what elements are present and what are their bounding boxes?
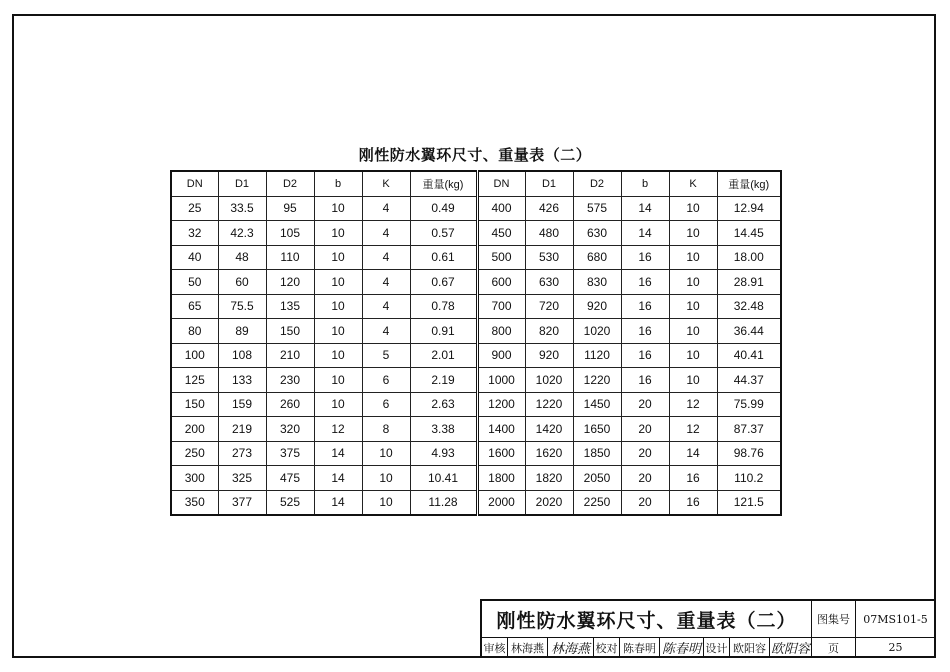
table-row bbox=[171, 392, 781, 417]
col-header: b bbox=[314, 171, 362, 196]
table-cell: 1200 bbox=[477, 392, 525, 417]
design-label: 设计 bbox=[704, 638, 730, 658]
table-cell: 10 bbox=[314, 245, 362, 270]
table-cell: 1120 bbox=[573, 343, 621, 368]
table-cell: 10 bbox=[669, 319, 717, 344]
table-cell: 10 bbox=[669, 196, 717, 221]
table-cell: 12 bbox=[314, 417, 362, 442]
table-cell: 3.38 bbox=[410, 417, 477, 442]
table-cell: 350 bbox=[171, 490, 218, 515]
table-cell: 4.93 bbox=[410, 441, 477, 466]
table-cell: 4 bbox=[362, 319, 410, 344]
table-cell: 12 bbox=[669, 417, 717, 442]
table-cell: 0.61 bbox=[410, 245, 477, 270]
table-row bbox=[171, 294, 781, 319]
table-cell: 100 bbox=[171, 343, 218, 368]
table-cell: 32.48 bbox=[717, 294, 781, 319]
table-cell: 150 bbox=[266, 319, 314, 344]
table-cell: 920 bbox=[525, 343, 573, 368]
table-cell: 44.37 bbox=[717, 368, 781, 393]
table-cell: 5 bbox=[362, 343, 410, 368]
table-cell: 1850 bbox=[573, 441, 621, 466]
check-label: 校对 bbox=[594, 638, 620, 658]
table-cell: 14 bbox=[669, 441, 717, 466]
table-cell: 426 bbox=[525, 196, 573, 221]
table-cell: 120 bbox=[266, 270, 314, 295]
table-cell: 10 bbox=[314, 294, 362, 319]
table-row bbox=[171, 417, 781, 442]
table-cell: 18.00 bbox=[717, 245, 781, 270]
table-cell: 20 bbox=[621, 392, 669, 417]
table-cell: 0.49 bbox=[410, 196, 477, 221]
table-cell: 10 bbox=[669, 368, 717, 393]
table-cell: 28.91 bbox=[717, 270, 781, 295]
table-cell: 12 bbox=[669, 392, 717, 417]
designer-signature: 欧阳容 bbox=[770, 638, 812, 658]
table-cell: 920 bbox=[573, 294, 621, 319]
table-cell: 25 bbox=[171, 196, 218, 221]
designer-name: 欧阳容 bbox=[730, 638, 770, 658]
table-cell: 121.5 bbox=[717, 490, 781, 515]
table-cell: 50 bbox=[171, 270, 218, 295]
title-block bbox=[480, 599, 936, 658]
col-header: D2 bbox=[573, 171, 621, 196]
dimension-weight-table bbox=[170, 170, 782, 516]
table-cell: 250 bbox=[171, 441, 218, 466]
table-cell: 125 bbox=[171, 368, 218, 393]
table-cell: 1020 bbox=[573, 319, 621, 344]
table-cell: 159 bbox=[218, 392, 266, 417]
atlas-number: 07MS101-5 bbox=[856, 601, 936, 638]
col-header: 重量(kg) bbox=[717, 171, 781, 196]
table-cell: 4 bbox=[362, 270, 410, 295]
table-cell: 0.57 bbox=[410, 221, 477, 246]
table-row bbox=[171, 441, 781, 466]
reviewer-signature: 林海燕 bbox=[548, 638, 594, 658]
table-cell: 1220 bbox=[573, 368, 621, 393]
table-cell: 400 bbox=[477, 196, 525, 221]
table-row bbox=[171, 490, 781, 515]
table-cell: 1400 bbox=[477, 417, 525, 442]
table-row bbox=[171, 343, 781, 368]
table-row bbox=[171, 368, 781, 393]
checker-signature: 陈春明 bbox=[660, 638, 704, 658]
table-cell: 10 bbox=[669, 294, 717, 319]
table-cell: 2.01 bbox=[410, 343, 477, 368]
table-cell: 1620 bbox=[525, 441, 573, 466]
table-cell: 6 bbox=[362, 392, 410, 417]
table-cell: 4 bbox=[362, 196, 410, 221]
table-cell: 525 bbox=[266, 490, 314, 515]
table-cell: 630 bbox=[573, 221, 621, 246]
col-header: DN bbox=[477, 171, 525, 196]
table-cell: 16 bbox=[621, 270, 669, 295]
table-cell: 1420 bbox=[525, 417, 573, 442]
table-cell: 2.19 bbox=[410, 368, 477, 393]
table-row bbox=[171, 319, 781, 344]
table-cell: 10 bbox=[362, 441, 410, 466]
table-cell: 14 bbox=[621, 221, 669, 246]
table-cell: 325 bbox=[218, 466, 266, 491]
table-cell: 200 bbox=[171, 417, 218, 442]
table-cell: 377 bbox=[218, 490, 266, 515]
table-cell: 20 bbox=[621, 417, 669, 442]
table-cell: 11.28 bbox=[410, 490, 477, 515]
table-cell: 10 bbox=[669, 270, 717, 295]
table-cell: 630 bbox=[525, 270, 573, 295]
table-cell: 210 bbox=[266, 343, 314, 368]
table-cell: 720 bbox=[525, 294, 573, 319]
table-cell: 33.5 bbox=[218, 196, 266, 221]
table-cell: 10 bbox=[362, 466, 410, 491]
table-cell: 32 bbox=[171, 221, 218, 246]
table-cell: 10 bbox=[669, 221, 717, 246]
table-cell: 600 bbox=[477, 270, 525, 295]
table-cell: 108 bbox=[218, 343, 266, 368]
table-cell: 10 bbox=[362, 490, 410, 515]
table-cell: 230 bbox=[266, 368, 314, 393]
table-cell: 75.99 bbox=[717, 392, 781, 417]
table-cell: 1450 bbox=[573, 392, 621, 417]
table-cell: 16 bbox=[621, 319, 669, 344]
col-header: K bbox=[669, 171, 717, 196]
table-cell: 1650 bbox=[573, 417, 621, 442]
table-cell: 87.37 bbox=[717, 417, 781, 442]
table-cell: 12.94 bbox=[717, 196, 781, 221]
table-cell: 10 bbox=[314, 196, 362, 221]
table-cell: 89 bbox=[218, 319, 266, 344]
table-cell: 150 bbox=[171, 392, 218, 417]
table-header-row bbox=[171, 171, 781, 196]
table-cell: 60 bbox=[218, 270, 266, 295]
col-header: K bbox=[362, 171, 410, 196]
page-label: 页 bbox=[812, 638, 856, 658]
table-cell: 4 bbox=[362, 221, 410, 246]
table-row bbox=[171, 466, 781, 491]
table-cell: 110 bbox=[266, 245, 314, 270]
reviewer-name: 林海燕 bbox=[508, 638, 548, 658]
table-cell: 110.2 bbox=[717, 466, 781, 491]
table-row bbox=[171, 245, 781, 270]
table-cell: 700 bbox=[477, 294, 525, 319]
table-cell: 14 bbox=[621, 196, 669, 221]
title-block-title: 刚性防水翼环尺寸、重量表（二） bbox=[482, 601, 812, 638]
table-cell: 4 bbox=[362, 245, 410, 270]
table-cell: 40 bbox=[171, 245, 218, 270]
table-cell: 820 bbox=[525, 319, 573, 344]
table-cell: 16 bbox=[669, 466, 717, 491]
table-cell: 480 bbox=[525, 221, 573, 246]
review-label: 审核 bbox=[482, 638, 508, 658]
table-cell: 14.45 bbox=[717, 221, 781, 246]
table-cell: 10 bbox=[314, 368, 362, 393]
table-cell: 98.76 bbox=[717, 441, 781, 466]
table-cell: 900 bbox=[477, 343, 525, 368]
table-cell: 800 bbox=[477, 319, 525, 344]
table-row bbox=[171, 196, 781, 221]
checker-name: 陈春明 bbox=[620, 638, 660, 658]
table-cell: 16 bbox=[621, 294, 669, 319]
table-cell: 10 bbox=[669, 245, 717, 270]
table-cell: 48 bbox=[218, 245, 266, 270]
table-body bbox=[171, 196, 781, 515]
table-cell: 8 bbox=[362, 417, 410, 442]
table-cell: 40.41 bbox=[717, 343, 781, 368]
table-cell: 20 bbox=[621, 490, 669, 515]
col-header: DN bbox=[171, 171, 218, 196]
table-cell: 14 bbox=[314, 466, 362, 491]
table-cell: 10 bbox=[669, 343, 717, 368]
table-row bbox=[171, 270, 781, 295]
table-cell: 16 bbox=[621, 368, 669, 393]
table-cell: 16 bbox=[621, 245, 669, 270]
table-cell: 219 bbox=[218, 417, 266, 442]
table-cell: 260 bbox=[266, 392, 314, 417]
table-cell: 530 bbox=[525, 245, 573, 270]
table-cell: 2000 bbox=[477, 490, 525, 515]
table-cell: 475 bbox=[266, 466, 314, 491]
table-cell: 0.78 bbox=[410, 294, 477, 319]
table-cell: 1220 bbox=[525, 392, 573, 417]
col-header: D1 bbox=[218, 171, 266, 196]
col-header: 重量(kg) bbox=[410, 171, 477, 196]
table-cell: 75.5 bbox=[218, 294, 266, 319]
table-cell: 0.67 bbox=[410, 270, 477, 295]
table-cell: 2250 bbox=[573, 490, 621, 515]
table-cell: 10 bbox=[314, 392, 362, 417]
table-cell: 95 bbox=[266, 196, 314, 221]
col-header: D2 bbox=[266, 171, 314, 196]
col-header: D1 bbox=[525, 171, 573, 196]
table-cell: 1800 bbox=[477, 466, 525, 491]
table-cell: 36.44 bbox=[717, 319, 781, 344]
table-cell: 80 bbox=[171, 319, 218, 344]
table-cell: 133 bbox=[218, 368, 266, 393]
table-cell: 65 bbox=[171, 294, 218, 319]
table-cell: 20 bbox=[621, 441, 669, 466]
table-cell: 273 bbox=[218, 441, 266, 466]
table-cell: 20 bbox=[621, 466, 669, 491]
table-title: 刚性防水翼环尺寸、重量表（二） bbox=[358, 146, 592, 164]
table-cell: 10 bbox=[314, 270, 362, 295]
table-cell: 450 bbox=[477, 221, 525, 246]
table-cell: 42.3 bbox=[218, 221, 266, 246]
table-cell: 16 bbox=[669, 490, 717, 515]
table-cell: 10 bbox=[314, 319, 362, 344]
col-header: b bbox=[621, 171, 669, 196]
table-cell: 16 bbox=[621, 343, 669, 368]
table-cell: 2020 bbox=[525, 490, 573, 515]
table-cell: 135 bbox=[266, 294, 314, 319]
table-cell: 2.63 bbox=[410, 392, 477, 417]
table-cell: 830 bbox=[573, 270, 621, 295]
table-cell: 1000 bbox=[477, 368, 525, 393]
table-cell: 320 bbox=[266, 417, 314, 442]
table-cell: 4 bbox=[362, 294, 410, 319]
table-cell: 1600 bbox=[477, 441, 525, 466]
table-cell: 680 bbox=[573, 245, 621, 270]
table-cell: 375 bbox=[266, 441, 314, 466]
atlas-label: 图集号 bbox=[812, 601, 856, 638]
table-cell: 10.41 bbox=[410, 466, 477, 491]
table-cell: 0.91 bbox=[410, 319, 477, 344]
table-cell: 575 bbox=[573, 196, 621, 221]
table-cell: 14 bbox=[314, 441, 362, 466]
table-cell: 300 bbox=[171, 466, 218, 491]
table-cell: 10 bbox=[314, 221, 362, 246]
page-number: 25 bbox=[856, 638, 936, 658]
table-cell: 2050 bbox=[573, 466, 621, 491]
table-cell: 1020 bbox=[525, 368, 573, 393]
table-cell: 6 bbox=[362, 368, 410, 393]
table-cell: 105 bbox=[266, 221, 314, 246]
table-cell: 10 bbox=[314, 343, 362, 368]
table-cell: 14 bbox=[314, 490, 362, 515]
table-cell: 1820 bbox=[525, 466, 573, 491]
table-row bbox=[171, 221, 781, 246]
table-cell: 500 bbox=[477, 245, 525, 270]
